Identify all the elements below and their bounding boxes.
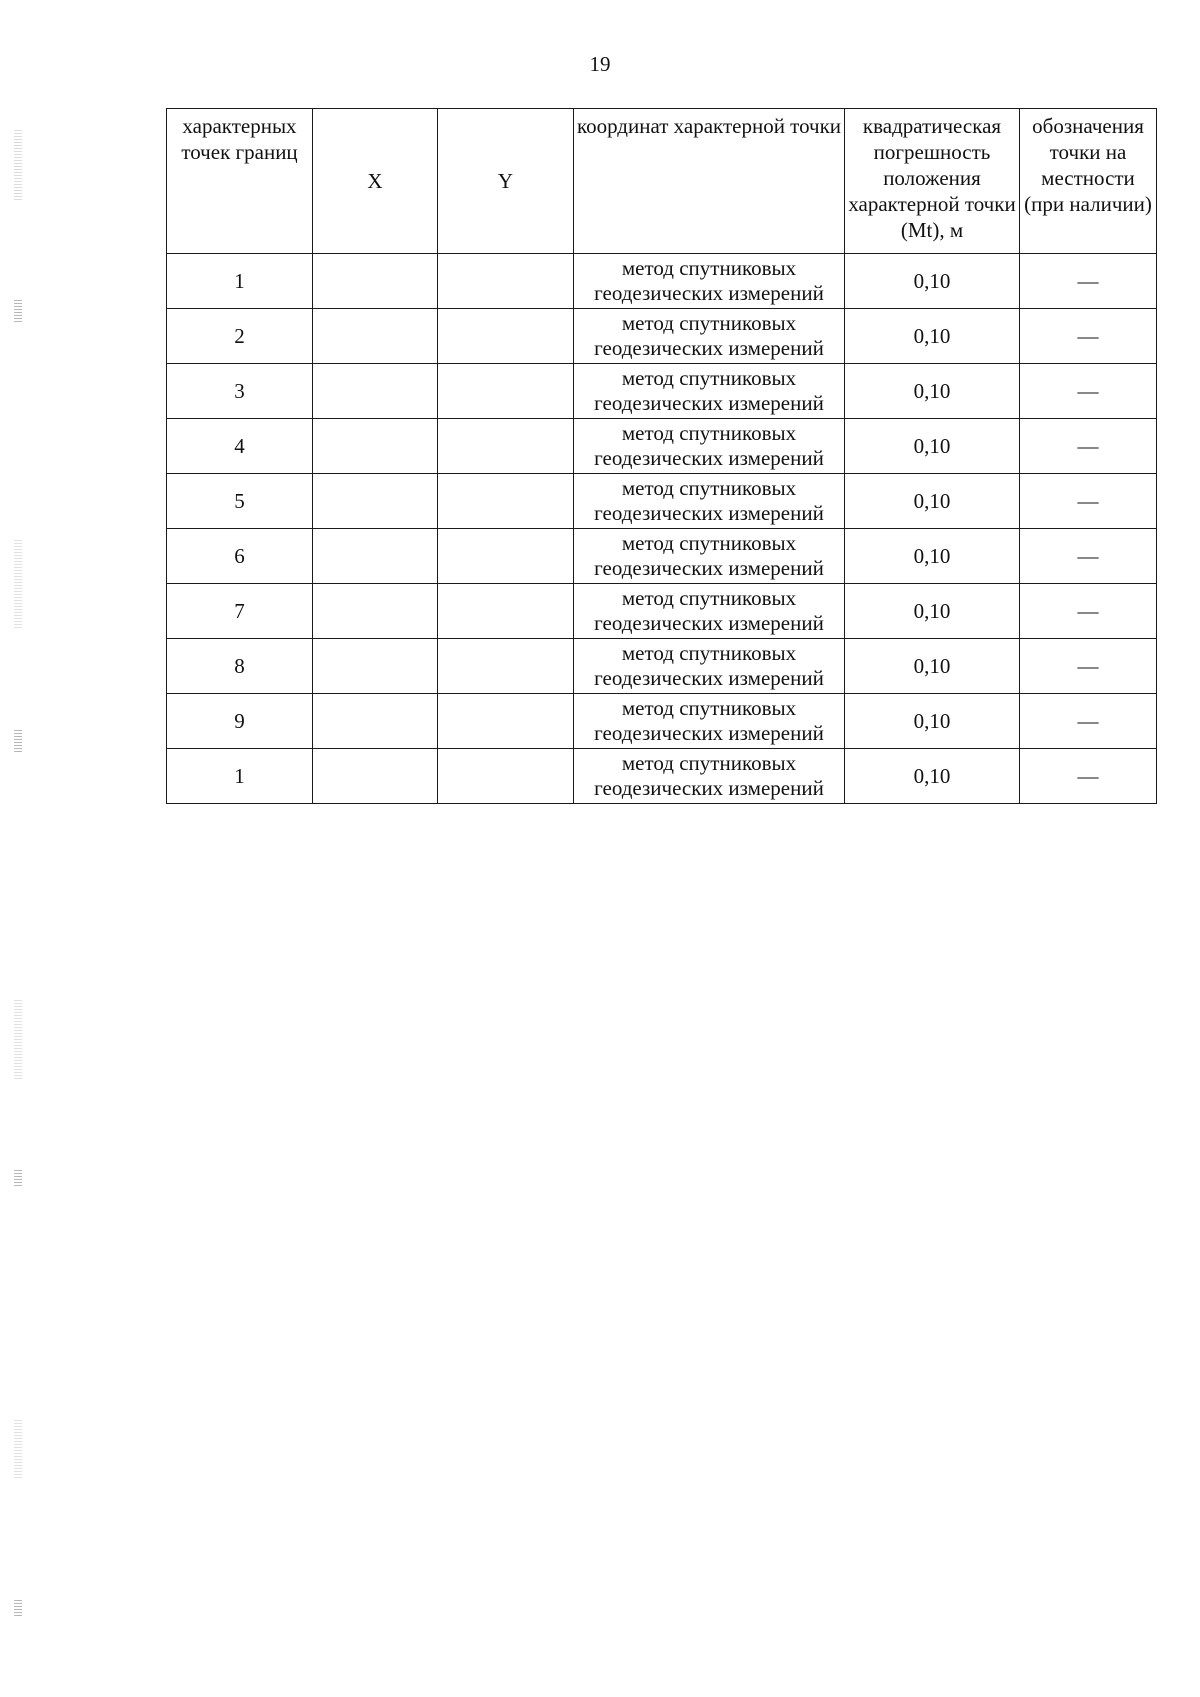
cell-y — [438, 639, 574, 694]
cell-x — [313, 419, 438, 474]
cell-mark: — — [1020, 309, 1157, 364]
cell-method: метод спутниковых геодезических измерений — [574, 419, 845, 474]
cell-mark: — — [1020, 474, 1157, 529]
cell-error: 0,10 — [845, 254, 1020, 309]
cell-y — [438, 309, 574, 364]
cell-y — [438, 364, 574, 419]
cell-mark: — — [1020, 364, 1157, 419]
cell-mark: — — [1020, 694, 1157, 749]
cell-point: 8 — [167, 639, 313, 694]
table-row — [167, 254, 1157, 309]
cell-x — [313, 639, 438, 694]
scan-artifact — [14, 300, 22, 324]
cell-mark: — — [1020, 584, 1157, 639]
cell-error: 0,10 — [845, 529, 1020, 584]
cell-method: метод спутниковых геодезических измерений — [574, 694, 845, 749]
cell-error: 0,10 — [845, 474, 1020, 529]
cell-method: метод спутниковых геодезических измерений — [574, 639, 845, 694]
table-row — [167, 309, 1157, 364]
cell-x — [313, 584, 438, 639]
cell-x — [313, 694, 438, 749]
cell-y — [438, 529, 574, 584]
cell-mark: — — [1020, 254, 1157, 309]
cell-y — [438, 694, 574, 749]
header-y: Y — [438, 109, 574, 254]
scan-artifact — [14, 1600, 22, 1618]
cell-method: метод спутниковых геодезических измерений — [574, 309, 845, 364]
cell-x — [313, 474, 438, 529]
scan-artifact — [14, 1170, 22, 1186]
cell-method: метод спутниковых геодезических измерений — [574, 364, 845, 419]
cell-point: 7 — [167, 584, 313, 639]
cell-mark: — — [1020, 419, 1157, 474]
page-number: 19 — [589, 52, 611, 76]
scan-artifact — [14, 1000, 22, 1080]
cell-error: 0,10 — [845, 749, 1020, 804]
cell-point: 1 — [167, 749, 313, 804]
cell-error: 0,10 — [845, 694, 1020, 749]
cell-x — [313, 309, 438, 364]
cell-point: 6 — [167, 529, 313, 584]
cell-y — [438, 419, 574, 474]
cell-error: 0,10 — [845, 364, 1020, 419]
cell-mark: — — [1020, 749, 1157, 804]
table-row — [167, 529, 1157, 584]
cell-method: метод спутниковых геодезических измерений — [574, 529, 845, 584]
cell-point: 2 — [167, 309, 313, 364]
cell-error: 0,10 — [845, 419, 1020, 474]
cell-method: метод спутниковых геодезических измерений — [574, 474, 845, 529]
scan-artifact — [14, 540, 22, 630]
cell-point: 5 — [167, 474, 313, 529]
cell-point: 3 — [167, 364, 313, 419]
table-row — [167, 639, 1157, 694]
scan-artifact — [14, 130, 22, 200]
cell-point: 4 — [167, 419, 313, 474]
header-mark: обозначения точки на местности (при наличии) — [1020, 109, 1157, 254]
header-method: координат характерной точки — [574, 109, 845, 254]
cell-y — [438, 254, 574, 309]
header-x: X — [313, 109, 438, 254]
cell-error: 0,10 — [845, 639, 1020, 694]
cell-mark: — — [1020, 529, 1157, 584]
table-row — [167, 419, 1157, 474]
table-row — [167, 364, 1157, 419]
table-row — [167, 749, 1157, 804]
scan-artifact — [14, 730, 22, 752]
cell-error: 0,10 — [845, 309, 1020, 364]
cell-x — [313, 254, 438, 309]
cell-y — [438, 474, 574, 529]
table-row — [167, 694, 1157, 749]
cell-point: 1 — [167, 254, 313, 309]
cell-method: метод спутниковых геодезических измерений — [574, 254, 845, 309]
cell-point: 9 — [167, 694, 313, 749]
table-header-row — [167, 109, 1157, 254]
cell-x — [313, 749, 438, 804]
cell-x — [313, 364, 438, 419]
header-error: квадратическая погрешность положения характерной точки (Mt), м — [845, 109, 1020, 254]
cell-method: метод спутниковых геодезических измерений — [574, 584, 845, 639]
cell-y — [438, 584, 574, 639]
table-row — [167, 474, 1157, 529]
cell-method: метод спутниковых геодезических измерений — [574, 749, 845, 804]
scan-artifact — [14, 1420, 22, 1480]
header-point: характерных точек границ — [167, 109, 313, 254]
cell-error: 0,10 — [845, 584, 1020, 639]
cell-mark: — — [1020, 639, 1157, 694]
table-row — [167, 584, 1157, 639]
cell-y — [438, 749, 574, 804]
cell-x — [313, 529, 438, 584]
coordinates-table — [166, 108, 1157, 804]
